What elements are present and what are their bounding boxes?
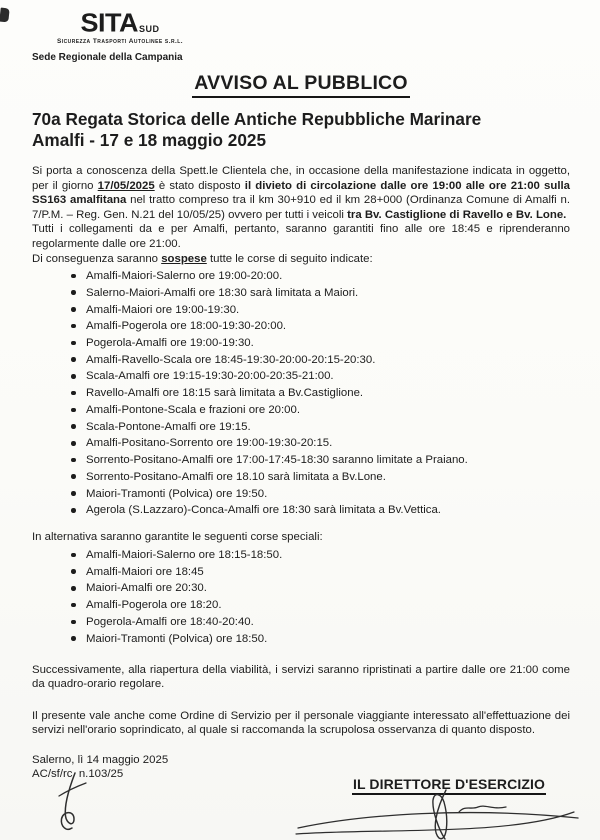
route-list-item: Sorrento-Positano-Amalfi ore 17:00-17:45-18:30 saranno limitate a Praiano. — [70, 453, 570, 467]
director-signature-scribble — [294, 786, 590, 840]
text-segment: tutte le corse di seguito indicate: — [206, 252, 373, 265]
guarantee-paragraph: Tutti i collegamenti da e per Amalfi, pertanto, saranno garantiti fino alle ore 18:45 e riprenderanno regolarmente dalle ore 21:00. — [32, 223, 570, 250]
logo-brand-text: SITA — [80, 8, 138, 38]
text-segment: Si porta a conoscenza della Spett.le Clientela che, in occasione della manifestazione indicata in oggetto, per il giorno — [32, 165, 570, 192]
special-routes-list — [32, 548, 570, 646]
route-list-item: Maiori-Tramonti (Polvica) ore 19:50. — [70, 487, 570, 501]
notice-heading — [32, 72, 570, 98]
logo-wordmark — [44, 10, 196, 37]
resumption-paragraph: Successivamente, alla riapertura della viabilità, i servizi saranno ripristinati a partire dalle ore 21:00 come da quadro-orario regolare. — [32, 663, 570, 691]
text-segment: nel tratto compreso tra il km 30+910 ed il km 28+000 (Ordinanza Comune di Amalfi n. 7/P.M. – Reg. Gen. N.21 del 10/05/25) ovvero per tutti i veicoli — [32, 194, 570, 221]
route-list-item: Agerola (S.Lazzaro)-Conca-Amalfi ore 18:30 sarà limitata a Bv.Vettica. — [70, 503, 570, 517]
protocol-reference: AC/sf/rc n.103/25 — [32, 768, 124, 781]
route-list-item: Scala-Amalfi ore 19:15-19:30-20:00-20:35-21:00. — [70, 369, 570, 383]
route-list-item: Amalfi-Positano-Sorrento ore 19:00-19:30-20:15. — [70, 436, 570, 450]
notice-body — [32, 164, 570, 782]
route-list-item: Pogerola-Amalfi ore 18:40-20:40. — [70, 615, 570, 629]
route-list-item: Amalfi-Maiori ore 19:00-19:30. — [70, 303, 570, 317]
notice-heading-text: AVVISO AL PUBBLICO — [192, 72, 409, 98]
text-segment: sospese — [161, 252, 207, 265]
text-segment: il divieto di circolazione dalle ore 19:00 alle ore 21:00 sulla SS163 amalfitana — [32, 179, 570, 207]
sita-sud-logo — [44, 10, 196, 45]
initials-signature-scribble — [50, 770, 92, 834]
route-list-item: Ravello-Amalfi ore 18:15 sarà limitata a Bv.Castiglione. — [70, 386, 570, 400]
route-list-item: Amalfi-Pogerola ore 18:20. — [70, 598, 570, 612]
logo-tagline: Sicurezza Trasporti Autolinee s.r.l. — [56, 38, 184, 45]
place-date: Salerno, lì 14 maggio 2025 — [32, 753, 169, 766]
title-line-1: 70a Regata Storica delle Antiche Repubbliche Marinare — [32, 109, 482, 129]
text-segment: è stato disposto — [154, 179, 245, 192]
route-list-item: Amalfi-Ravello-Scala ore 18:45-19:30-20:00-20:15-20:30. — [70, 353, 570, 367]
service-order-paragraph: Il presente vale anche come Ordine di Servizio per il personale viaggiante interessato all'effettuazione dei servizi nell'orario soprindicato, al quale si raccomanda la scrupolosa osservanza di quanto disposto. — [32, 709, 570, 737]
route-list-item: Amalfi-Maiori-Salerno ore 18:15-18:50. — [70, 548, 570, 562]
route-list-item: Amalfi-Pogerola ore 18:00-19:30-20:00. — [70, 319, 570, 333]
title-line-2: Amalfi - 17 e 18 maggio 2025 — [32, 130, 267, 151]
route-list-item: Scala-Pontone-Amalfi ore 19:15. — [70, 420, 570, 434]
logo-sud-text: SUD — [138, 24, 160, 34]
suspended-intro — [32, 252, 570, 267]
document-title — [32, 109, 570, 151]
director-title: IL DIRETTORE D'ESERCIZIO — [352, 776, 546, 795]
intro-paragraph — [32, 164, 570, 222]
route-list-item: Amalfi-Maiori-Salerno ore 19:00-20:00. — [70, 269, 570, 283]
text-segment: 17/05/2025 — [97, 179, 155, 192]
route-list-item: Pogerola-Amalfi ore 19:00-19:30. — [70, 336, 570, 350]
route-list-item: Salerno-Maiori-Amalfi ore 18:30 sarà limitata a Maiori. — [70, 286, 570, 300]
route-list-item: Amalfi-Maiori ore 18:45 — [70, 565, 570, 579]
route-list-item: Maiori-Tramonti (Polvica) ore 18:50. — [70, 632, 570, 646]
text-segment: tra Bv. Castiglione di Ravello e Bv. Lone. — [347, 208, 567, 221]
scan-artifact — [0, 8, 10, 23]
text-segment: Di conseguenza saranno — [32, 252, 162, 265]
alternative-intro: In alternativa saranno garantite le seguenti corse speciali: — [32, 531, 323, 544]
route-list-item: Amalfi-Pontone-Scala e frazioni ore 20:00. — [70, 403, 570, 417]
suspended-routes-list — [32, 269, 570, 517]
regional-office-label: Sede Regionale della Campania — [32, 52, 183, 63]
route-list-item: Sorrento-Positano-Amalfi ore 18.10 sarà limitata a Bv.Lone. — [70, 470, 570, 484]
route-list-item: Maiori-Amalfi ore 20:30. — [70, 581, 570, 595]
